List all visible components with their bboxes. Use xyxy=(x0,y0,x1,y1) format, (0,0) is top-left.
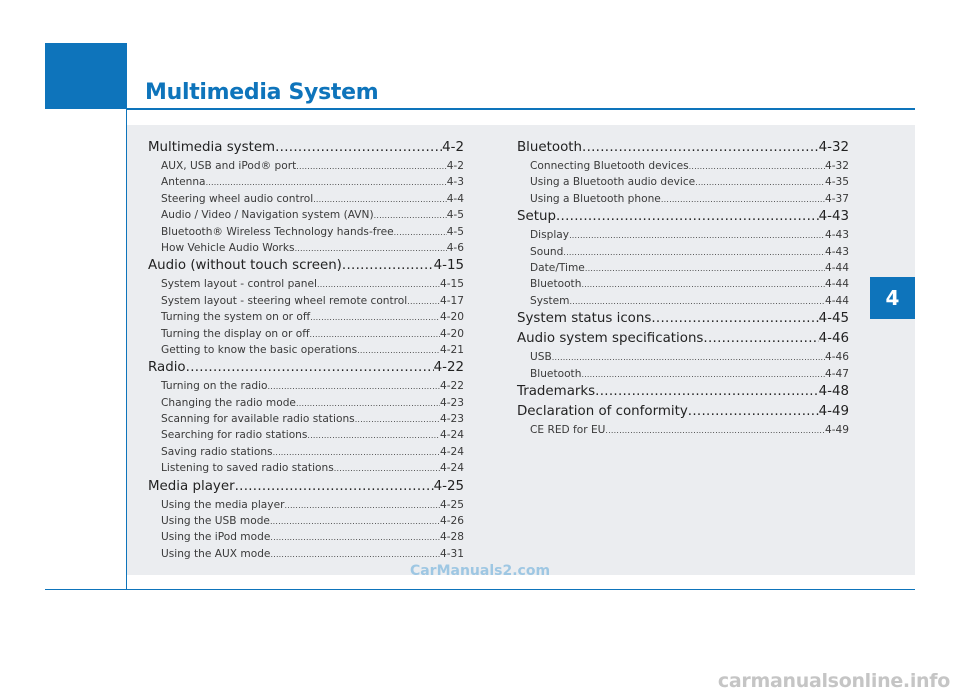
toc-section-entry[interactable] xyxy=(148,477,464,497)
toc-page-number: 4-5 xyxy=(446,225,464,238)
toc-page-number: 4-3 xyxy=(446,176,464,189)
toc-page-number: 4-32 xyxy=(824,160,849,172)
toc-entry-label: Scanning for available radio stations xyxy=(161,413,355,426)
toc-entry-label: Listening to saved radio stations xyxy=(161,462,334,475)
toc-subsection-entry[interactable] xyxy=(517,260,849,276)
toc-entry-label: How Vehicle Audio Works xyxy=(161,241,295,254)
toc-page-number: 4-46 xyxy=(824,351,849,364)
toc-subsection-entry[interactable] xyxy=(148,460,464,476)
toc-section-entry[interactable] xyxy=(517,309,849,329)
toc-page-number: 4-4 xyxy=(446,192,464,205)
toc-dot-leader xyxy=(334,461,440,477)
toc-dot-leader xyxy=(585,261,825,277)
toc-entry-label: Antenna xyxy=(161,176,206,189)
toc-page-number: 4-32 xyxy=(818,140,849,155)
toc-dot-leader xyxy=(270,547,440,563)
toc-dot-leader xyxy=(310,327,440,343)
toc-entry-label: System status icons xyxy=(517,311,652,327)
toc-entry-label: Bluetooth xyxy=(530,367,582,380)
toc-dot-leader xyxy=(275,138,442,158)
toc-page-number: 4-25 xyxy=(433,478,464,494)
toc-dot-leader xyxy=(703,329,818,349)
toc-page-number: 4-2 xyxy=(442,140,464,155)
toc-subsection-entry[interactable] xyxy=(148,427,464,443)
toc-dot-leader xyxy=(563,245,825,261)
toc-subsection-entry[interactable] xyxy=(148,342,464,358)
toc-page-number: 4-44 xyxy=(824,278,849,291)
toc-dot-leader xyxy=(295,241,447,257)
toc-page-number: 4-20 xyxy=(439,311,464,324)
toc-page-number: 4-49 xyxy=(824,423,849,436)
toc-entry-label: USB xyxy=(530,351,552,364)
toc-subsection-entry[interactable] xyxy=(148,224,464,240)
toc-subsection-entry[interactable] xyxy=(148,293,464,309)
toc-dot-leader xyxy=(661,192,825,208)
toc-page-number: 4-23 xyxy=(439,396,464,409)
toc-dot-leader xyxy=(689,159,825,175)
toc-subsection-entry[interactable] xyxy=(517,366,849,382)
toc-page-number: 4-49 xyxy=(818,403,849,419)
toc-dot-leader xyxy=(582,138,819,158)
toc-page-number: 4-2 xyxy=(446,160,464,172)
toc-entry-label: Bluetooth xyxy=(530,278,582,291)
toc-dot-leader xyxy=(206,175,447,191)
toc-entry-label: Multimedia system xyxy=(148,140,276,155)
toc-dot-leader xyxy=(605,423,825,439)
toc-entry-label: Steering wheel audio control xyxy=(161,192,314,205)
toc-section-entry[interactable] xyxy=(148,256,464,276)
toc-entry-label: Audio system specifications xyxy=(517,331,704,347)
toc-entry-label: Audio (without touch screen) xyxy=(148,258,342,274)
toc-page-number: 4-6 xyxy=(446,241,464,254)
toc-page-number: 4-46 xyxy=(818,331,849,347)
toc-entry-label: Getting to know the basic operations xyxy=(161,343,358,356)
toc-page-number: 4-5 xyxy=(446,209,464,222)
toc-subsection-entry[interactable] xyxy=(148,497,464,513)
toc-subsection-entry[interactable] xyxy=(517,244,849,260)
toc-page-number: 4-23 xyxy=(439,413,464,426)
toc-page-number: 4-26 xyxy=(439,515,464,528)
toc-subsection-entry[interactable] xyxy=(517,293,849,309)
toc-entry-label: Date/Time xyxy=(530,261,585,274)
toc-dot-leader xyxy=(407,294,440,310)
toc-entry-label: Setup xyxy=(517,209,556,225)
toc-page-number: 4-47 xyxy=(824,367,849,380)
toc-dot-leader xyxy=(268,379,440,395)
toc-subsection-entry[interactable] xyxy=(517,422,849,438)
toc-page-number: 4-20 xyxy=(439,327,464,340)
toc-dot-leader xyxy=(688,402,819,422)
toc-entry-label: Display xyxy=(530,229,570,242)
toc-page-number: 4-24 xyxy=(439,462,464,475)
toc-entry-label: Trademarks xyxy=(517,383,596,399)
toc-page-number: 4-44 xyxy=(824,294,849,307)
toc-entry-label: CE RED for EU xyxy=(530,423,606,436)
toc-page-number: 4-24 xyxy=(439,429,464,442)
toc-dot-leader xyxy=(357,343,440,359)
watermark: CarManuals2.com xyxy=(409,563,551,579)
toc-section-entry[interactable] xyxy=(517,382,849,402)
toc-dot-leader xyxy=(273,445,440,461)
toc-page-number: 4-37 xyxy=(824,192,849,205)
page-title: Multimedia System xyxy=(145,80,379,105)
toc-subsection-entry[interactable] xyxy=(148,529,464,545)
toc-section-entry[interactable] xyxy=(517,329,849,349)
toc-subsection-entry[interactable] xyxy=(517,227,849,243)
toc-section-entry[interactable] xyxy=(517,138,849,158)
toc-dot-leader xyxy=(581,277,825,293)
toc-dot-leader xyxy=(235,477,434,497)
toc-dot-leader xyxy=(317,277,440,293)
footer-watermark: carmanualsonline.info xyxy=(717,670,950,692)
toc-page-number: 4-43 xyxy=(824,245,849,258)
toc-dot-leader xyxy=(270,514,440,530)
toc-entry-label: System xyxy=(530,294,570,307)
toc-dot-leader xyxy=(186,358,434,378)
toc-dot-leader xyxy=(552,350,825,366)
header-blue-block xyxy=(45,43,127,109)
toc-entry-label: Bluetooth xyxy=(517,140,583,155)
toc-entry-label: Using the media player xyxy=(161,498,285,511)
footer-rule xyxy=(45,589,915,590)
toc-entry-label: AUX, USB and iPod® port xyxy=(161,160,297,172)
toc-page-number: 4-22 xyxy=(439,380,464,393)
toc-page-number: 4-35 xyxy=(824,176,849,189)
toc-dot-leader xyxy=(569,228,825,244)
toc-dot-leader xyxy=(394,225,447,241)
toc-entry-label: Connecting Bluetooth devices xyxy=(530,160,689,172)
toc-subsection-entry[interactable] xyxy=(148,444,464,460)
toc-subsection-entry[interactable] xyxy=(517,174,849,190)
toc-dot-leader xyxy=(374,208,447,224)
toc-page-number: 4-25 xyxy=(439,498,464,511)
toc-subsection-entry[interactable] xyxy=(148,276,464,292)
toc-dot-leader xyxy=(310,310,440,326)
toc-page-number: 4-43 xyxy=(824,229,849,242)
toc-entry-label: System layout - steering wheel remote control xyxy=(161,294,408,307)
toc-dot-leader xyxy=(313,192,447,208)
toc-page-number: 4-15 xyxy=(433,258,464,274)
toc-entry-label: Turning the display on or off xyxy=(161,327,310,340)
toc-dot-leader xyxy=(595,382,818,402)
toc-entry-label: Changing the radio mode xyxy=(161,396,296,409)
toc-dot-leader xyxy=(270,530,440,546)
toc-page-number: 4-31 xyxy=(439,547,464,560)
toc-page-number: 4-48 xyxy=(818,383,849,399)
toc-entry-label: Using the iPod mode xyxy=(161,531,271,544)
toc-section-entry[interactable] xyxy=(517,207,849,227)
toc-dot-leader xyxy=(296,159,446,175)
toc-entry-label: Media player xyxy=(148,478,235,494)
toc-subsection-entry[interactable] xyxy=(148,207,464,223)
toc-right-column xyxy=(517,138,849,438)
toc-entry-label: Searching for radio stations xyxy=(161,429,308,442)
toc-dot-leader xyxy=(695,175,825,191)
toc-entry-label: Audio / Video / Navigation system (AVN) xyxy=(161,209,374,222)
toc-section-entry[interactable] xyxy=(148,138,464,158)
toc-subsection-entry[interactable] xyxy=(148,158,464,174)
header-rule xyxy=(126,108,915,110)
toc-page-number: 4-43 xyxy=(818,209,849,225)
toc-dot-leader xyxy=(581,367,825,383)
chapter-tab[interactable]: 4 xyxy=(870,277,915,319)
toc-entry-label: Bluetooth® Wireless Technology hands-free xyxy=(161,225,394,238)
toc-dot-leader xyxy=(284,498,440,514)
toc-subsection-entry[interactable] xyxy=(148,240,464,256)
toc-entry-label: Using the AUX mode xyxy=(161,547,271,560)
toc-subsection-entry[interactable] xyxy=(148,513,464,529)
toc-entry-label: Using the USB mode xyxy=(161,515,270,528)
toc-entry-label: Turning on the radio xyxy=(161,380,268,393)
toc-entry-label: Declaration of conformity xyxy=(517,403,688,419)
toc-subsection-entry[interactable] xyxy=(517,349,849,365)
toc-entry-label: Using a Bluetooth audio device xyxy=(530,176,696,189)
toc-subsection-entry[interactable] xyxy=(148,411,464,427)
toc-page-number: 4-22 xyxy=(433,360,464,376)
toc-section-entry[interactable] xyxy=(148,358,464,378)
toc-dot-leader xyxy=(556,207,819,227)
toc-page-number: 4-15 xyxy=(439,278,464,291)
toc-subsection-entry[interactable] xyxy=(148,309,464,325)
toc-subsection-entry[interactable] xyxy=(148,395,464,411)
toc-dot-leader xyxy=(651,309,818,329)
toc-dot-leader xyxy=(570,294,825,310)
toc-dot-leader xyxy=(342,256,434,276)
toc-page-number: 4-24 xyxy=(439,445,464,458)
toc-section-entry[interactable] xyxy=(517,402,849,422)
toc-entry-label: Radio xyxy=(148,360,186,376)
toc-subsection-entry[interactable] xyxy=(517,276,849,292)
toc-subsection-entry[interactable] xyxy=(148,191,464,207)
toc-entry-label: Turning the system on or off xyxy=(161,311,311,324)
toc-entry-label: Using a Bluetooth phone xyxy=(530,192,661,205)
toc-page-number: 4-17 xyxy=(439,294,464,307)
toc-dot-leader xyxy=(355,412,440,428)
toc-dot-leader xyxy=(307,428,440,444)
toc-page-number: 4-28 xyxy=(439,531,464,544)
toc-subsection-entry[interactable] xyxy=(148,326,464,342)
toc-subsection-entry[interactable] xyxy=(148,174,464,190)
toc-subsection-entry[interactable] xyxy=(148,378,464,394)
toc-page-number: 4-21 xyxy=(439,343,464,356)
toc-subsection-entry[interactable] xyxy=(148,546,464,562)
toc-entry-label: Saving radio stations xyxy=(161,445,273,458)
toc-dot-leader xyxy=(296,396,440,412)
toc-entry-label: System layout - control panel xyxy=(161,278,317,291)
toc-entry-label: Sound xyxy=(530,245,564,258)
toc-subsection-entry[interactable] xyxy=(517,191,849,207)
toc-subsection-entry[interactable] xyxy=(517,158,849,174)
toc-page-number: 4-44 xyxy=(824,261,849,274)
toc-page-number: 4-45 xyxy=(818,311,849,327)
toc-left-column xyxy=(148,138,464,562)
